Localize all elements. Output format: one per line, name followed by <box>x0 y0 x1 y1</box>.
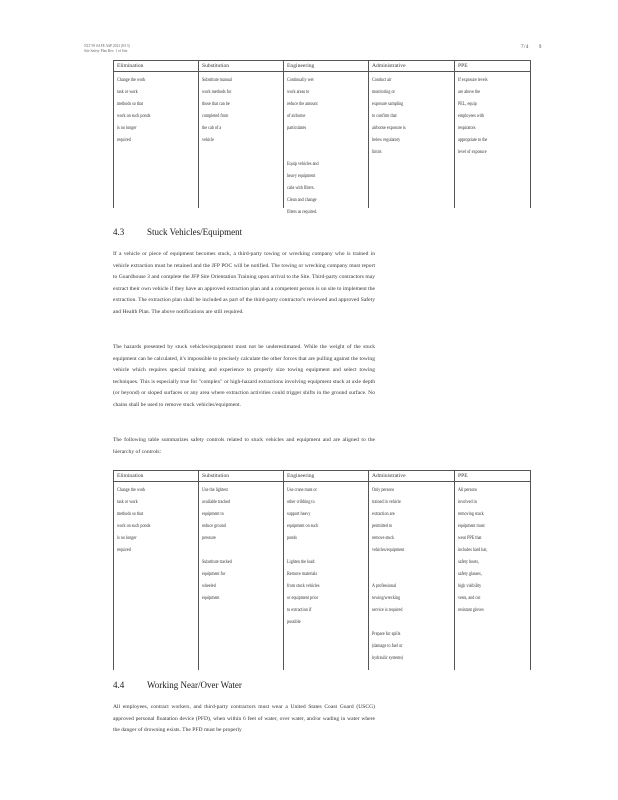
paragraph: If a vehicle or piece of equipment becomes stuck, a third-party towing or wrecking company who is trained in vehicle extraction must be retained and the JFP POC will be notified. The towing or wrecking company must report to Guardhouse 3 and complete the JFP Site Orientation Training upon arrival to the Site. Third-party contractors may extract their own vehicle if they have an approved extraction plan and a competent person is on site to implement the extraction. The extraction plan shall be included as part of the third-party contractor's reviewed and approved Safety and Health Plan. The above notifications are still required. <box>113 251 375 315</box>
cell-line: below regulatory <box>372 137 401 143</box>
header-line: Site Safety Plan Rev. 1 of Site <box>84 49 128 53</box>
page-num: 9 <box>538 45 542 50</box>
cell-line: Substitute manual <box>202 77 232 83</box>
cell-line: work areas to <box>287 89 310 95</box>
cell-line: those that can be <box>202 101 230 107</box>
cell-line: particulates <box>287 125 307 131</box>
cell-engineering <box>283 72 368 215</box>
paragraph: The hazards presented by stuck vehicles/equipment must not be underestimated. While the weight of the stuck equipment can be calculated, it's impossible to precisely calculate the other forces that are pulling against the towing vehicle which requires special training and experience to properly size towing equipment and select towing techniques. This is especially true for "complex" or high-hazard extractions involving equipment stuck at axle depth (or beyond) or sloped surfaces or any area where extraction activities could trigger shifts in the ground surface. No chains shall be used to remove stuck vehicles/equipment. <box>113 344 375 408</box>
cell-line: methods so that <box>117 511 144 517</box>
table-header-row <box>113 470 531 482</box>
section-heading-4-3 <box>113 227 242 237</box>
cell-line: monitoring or <box>372 89 395 95</box>
cell-line: remove stuck <box>372 535 395 541</box>
cell-line: Lighten the load: <box>287 559 316 565</box>
cell-line: equipment to <box>202 511 224 517</box>
cell-line: high visibility <box>458 583 482 589</box>
cell-line: extraction are <box>372 511 395 517</box>
cell-line: Substitute tracked <box>202 559 232 565</box>
paragraph: All employees, contract workers, and third-party contractors must wear a United States Coast Guard (USCG) approved personal floatation device (PFD), when within 6 feet of water, over water, and/or wading in water where the danger of drowning exists. The PFD must be properly <box>113 704 375 733</box>
cell-line: ponds <box>287 535 297 541</box>
cell-line: involved in <box>458 499 477 505</box>
controls-table-2 <box>113 470 531 670</box>
cell-line: is no longer <box>117 125 137 131</box>
cell-line: possible <box>287 619 301 625</box>
controls-table-1 <box>113 60 531 215</box>
cell-line: (damage to fuel or <box>372 643 403 649</box>
cell-line: removing stuck <box>458 511 484 517</box>
section-title: Stuck Vehicles/Equipment <box>147 227 243 237</box>
cell-line: Continually wet <box>287 77 314 83</box>
cell-line: equipment for <box>202 571 226 577</box>
cell-line: methods so that <box>117 101 144 107</box>
cell-line: or equipment prior <box>287 595 319 601</box>
cell-line: required <box>117 137 131 143</box>
col-header-elimination: Elimination <box>113 471 198 481</box>
cell-line: limits <box>372 149 382 155</box>
cell-line: wear PPE that <box>458 535 482 541</box>
cell-line: cabs with filters. <box>287 185 315 191</box>
table-row <box>113 482 531 670</box>
cell-line: exposure sampling <box>372 101 404 107</box>
cell-line: respirators <box>458 125 476 131</box>
cell-line: safety boots, <box>458 559 479 565</box>
cell-line: PEL, equip <box>458 101 477 107</box>
header-line: NLT 99 SAFE ASP 2023 (8/13) <box>84 44 130 48</box>
cell-line: safety glasses, <box>458 571 482 577</box>
cell-line: vehicle <box>202 137 214 143</box>
cell-ppe <box>454 72 531 208</box>
cell-line: wheeled <box>202 583 216 589</box>
cell-line: of airborne <box>287 113 306 119</box>
cell-line: available tracked <box>202 499 231 505</box>
cell-line: reduce the amount <box>287 101 318 107</box>
cell-line: equipment on such <box>287 523 319 529</box>
cell-line: to confirm that <box>372 113 397 119</box>
cell-line: resistant gloves <box>458 607 484 613</box>
cell-line: heavy equipment <box>287 173 316 179</box>
col-header-engineering: Engineering <box>283 471 368 481</box>
col-header-ppe: PPE <box>454 471 531 481</box>
cell-line: Clean and change <box>287 197 317 203</box>
cell-line: is no longer <box>117 535 137 541</box>
section-number: 4.3 <box>113 227 125 237</box>
cell-line: equipment must <box>458 523 485 529</box>
cell-line: Remove materials <box>287 571 318 577</box>
cell-line: work on such ponds <box>117 113 151 119</box>
cell-line: Only persons <box>372 487 395 493</box>
cell-administrative <box>368 72 454 208</box>
col-header-ppe: PPE <box>454 61 531 71</box>
cell-elimination <box>113 482 198 670</box>
cell-line: trained in vehicle <box>372 499 401 505</box>
cell-line: from stuck vehicles <box>287 583 320 589</box>
cell-engineering <box>283 482 368 670</box>
col-header-elimination: Elimination <box>113 61 198 71</box>
cell-line: permitted to <box>372 523 393 529</box>
cell-line: Change the work <box>117 77 146 83</box>
section-heading-4-4 <box>113 680 242 690</box>
cell-line: the cab of a <box>202 125 222 131</box>
cell-line: Use the lightest <box>202 487 228 493</box>
cell-line: task or work <box>117 89 138 95</box>
cell-line: appropriate to the <box>458 137 488 143</box>
cell-line: completed from <box>202 113 229 119</box>
col-header-administrative: Administrative <box>368 471 454 481</box>
cell-elimination <box>113 72 198 208</box>
cell-line: work methods for <box>202 89 232 95</box>
cell-line: Change the work <box>117 487 146 493</box>
cell-line: vehicles/equipment <box>372 547 405 553</box>
cell-line: pressure <box>202 535 216 541</box>
section-number: 4.4 <box>113 680 125 690</box>
cell-line: service is required <box>372 607 403 613</box>
cell-substitution <box>198 72 283 208</box>
cell-administrative <box>368 482 454 670</box>
cell-line: hydraulic systems) <box>372 655 404 661</box>
cell-line: to extraction if <box>287 607 312 613</box>
cell-line: All persons <box>458 487 478 493</box>
cell-line: required <box>117 547 131 553</box>
table-row <box>113 72 531 215</box>
col-header-substitution: Substitution <box>198 471 283 481</box>
cell-line: Prepare for spills <box>372 631 401 637</box>
document-header <box>84 44 130 54</box>
section-title: Working Near/Over Water <box>147 680 242 690</box>
cell-line: If exposure levels <box>458 77 488 83</box>
page-label: 7/4 <box>521 45 529 50</box>
cell-line: reduce ground <box>202 523 226 529</box>
cell-line: level of exposure <box>458 149 487 155</box>
cell-line: work on such ponds <box>117 523 151 529</box>
cell-line: other cribbing to <box>287 499 315 505</box>
cell-line: airborne exposure is <box>372 125 406 131</box>
cell-ppe <box>454 482 531 670</box>
page-number <box>511 45 542 50</box>
cell-line: towing/wrecking <box>372 595 401 601</box>
cell-line: includes hard hat, <box>458 547 488 553</box>
cell-line: equipment <box>202 595 220 601</box>
cell-line: A professional <box>372 583 397 589</box>
cell-substitution <box>198 482 283 670</box>
cell-line: Use crane mats or <box>287 487 317 493</box>
cell-line: vests, and cut <box>458 595 481 601</box>
cell-line: support heavy <box>287 511 311 517</box>
cell-line: filters as required. <box>287 209 318 215</box>
cell-line: are above the <box>458 89 481 95</box>
cell-line: Equip vehicles and <box>287 161 319 167</box>
cell-line: task or work <box>117 499 138 505</box>
table-header-row <box>113 60 531 72</box>
cell-line: Conduct air <box>372 77 392 83</box>
cell-line: employees with <box>458 113 485 119</box>
col-header-engineering: Engineering <box>283 61 368 71</box>
paragraph: The following table summarizes safety controls related to stuck vehicles and equipment and are aligned to the hierarchy of controls: <box>113 437 375 455</box>
col-header-administrative: Administrative <box>368 61 454 71</box>
col-header-substitution: Substitution <box>198 61 283 71</box>
